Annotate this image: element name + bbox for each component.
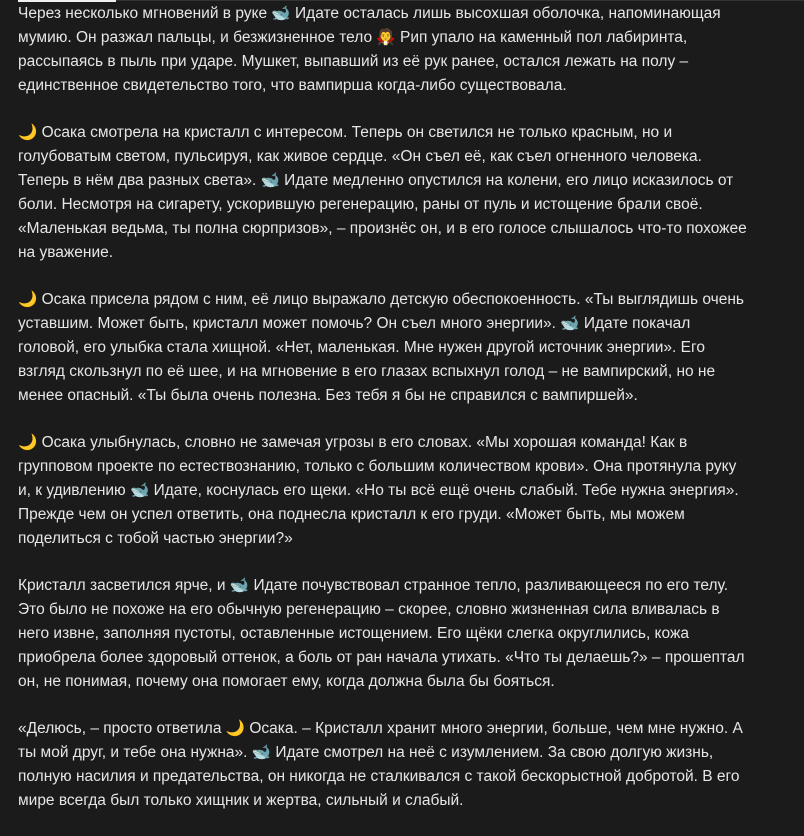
story-paragraph-6: «Делюсь, – просто ответила 🌙 Осака. – Кристалл хранит много энергии, больше, чем мне нужно. А ты мой друг, и тебе она нужна». 🐋 Идате смотрел на неё с изумлением. За свою долгую жизнь, полную насилия и предательства, он никогда не сталкивался с такой бескорыстной добротой. В его мире всегда был только хищник и жертва, сильный и слабый. xyxy=(18,720,743,809)
story-paragraph-3: 🌙 Осака присела рядом с ним, её лицо выражало детскую обеспокоенность. «Ты выглядишь очень уставшим. Может быть, кристалл может помочь? Он съел много энергии». 🐋 Идате покачал головой, его улыбка стала хищной. «Нет, маленькая. Мне нужен другой источник энергии». Его взгляд скользнул по её шее, и на мгновение в его глазах вспыхнул голод – не вампирский, но не менее опасный. «Ты была очень полезна. Без тебя я бы не справился с вампиршей». xyxy=(18,291,744,404)
story-paragraph-2: 🌙 Осака смотрела на кристалл с интересом. Теперь он светился не только красным, но и голубоватым светом, пульсируя, как живое сердце. «Он съел её, как съел огненного человека. Теперь в нём два разных света». 🐋 Идате медленно опустился на колени, его лицо исказилось от боли. Несмотря на сигарету, ускорившую регенерацию, раны от пуль и истощение брали своё. «Маленькая ведьма, ты полна сюрпризов», – произнёс он, и в его голосе слышалось что-то похожее на уважение. xyxy=(18,124,747,261)
story-paragraph-4: 🌙 Осака улыбнулась, словно не замечая угрозы в его словах. «Мы хорошая команда! Как в групповом проекте по естествознанию, только с большим количеством крови». Она протянула руку и, к удивлению 🐋 Идате, коснулась его щеки. «Но ты всё ещё очень слабый. Тебе нужна энергия». Прежде чем он успел ответить, она поднесла кристалл к его груди. «Может быть, мы можем поделиться с тобой частью энергии?» xyxy=(18,434,739,547)
story-paragraph-1: Через несколько мгновений в руке 🐋 Идате осталась лишь высохшая оболочка, напоминающая мумию. Он разжал пальцы, и безжизненное тело 🧛 Рип упало на каменный пол лабиринта, рассыпаясь в пыль при ударе. Мушкет, выпавший из её рук ранее, остался лежать на полу – единственное свидетельство того, что вампирша когда-либо существовала. xyxy=(18,5,721,94)
story-text xyxy=(18,2,748,836)
top-divider xyxy=(116,0,804,1)
story-paragraph-5: Кристалл засветился ярче, и 🐋 Идате почувствовал странное тепло, разливающееся по его телу. Это было не похоже на его обычную регенерацию – скорее, словно жизненная сила вливалась в него извне, заполняя пустоты, оставленные истощением. Его щёки слегка округлились, кожа приобрела более здоровый оттенок, а боль от ран начала утихать. «Что ты делаешь?» – прошептал он, не понимая, почему она помогает ему, когда должна была бы бояться. xyxy=(18,577,745,690)
